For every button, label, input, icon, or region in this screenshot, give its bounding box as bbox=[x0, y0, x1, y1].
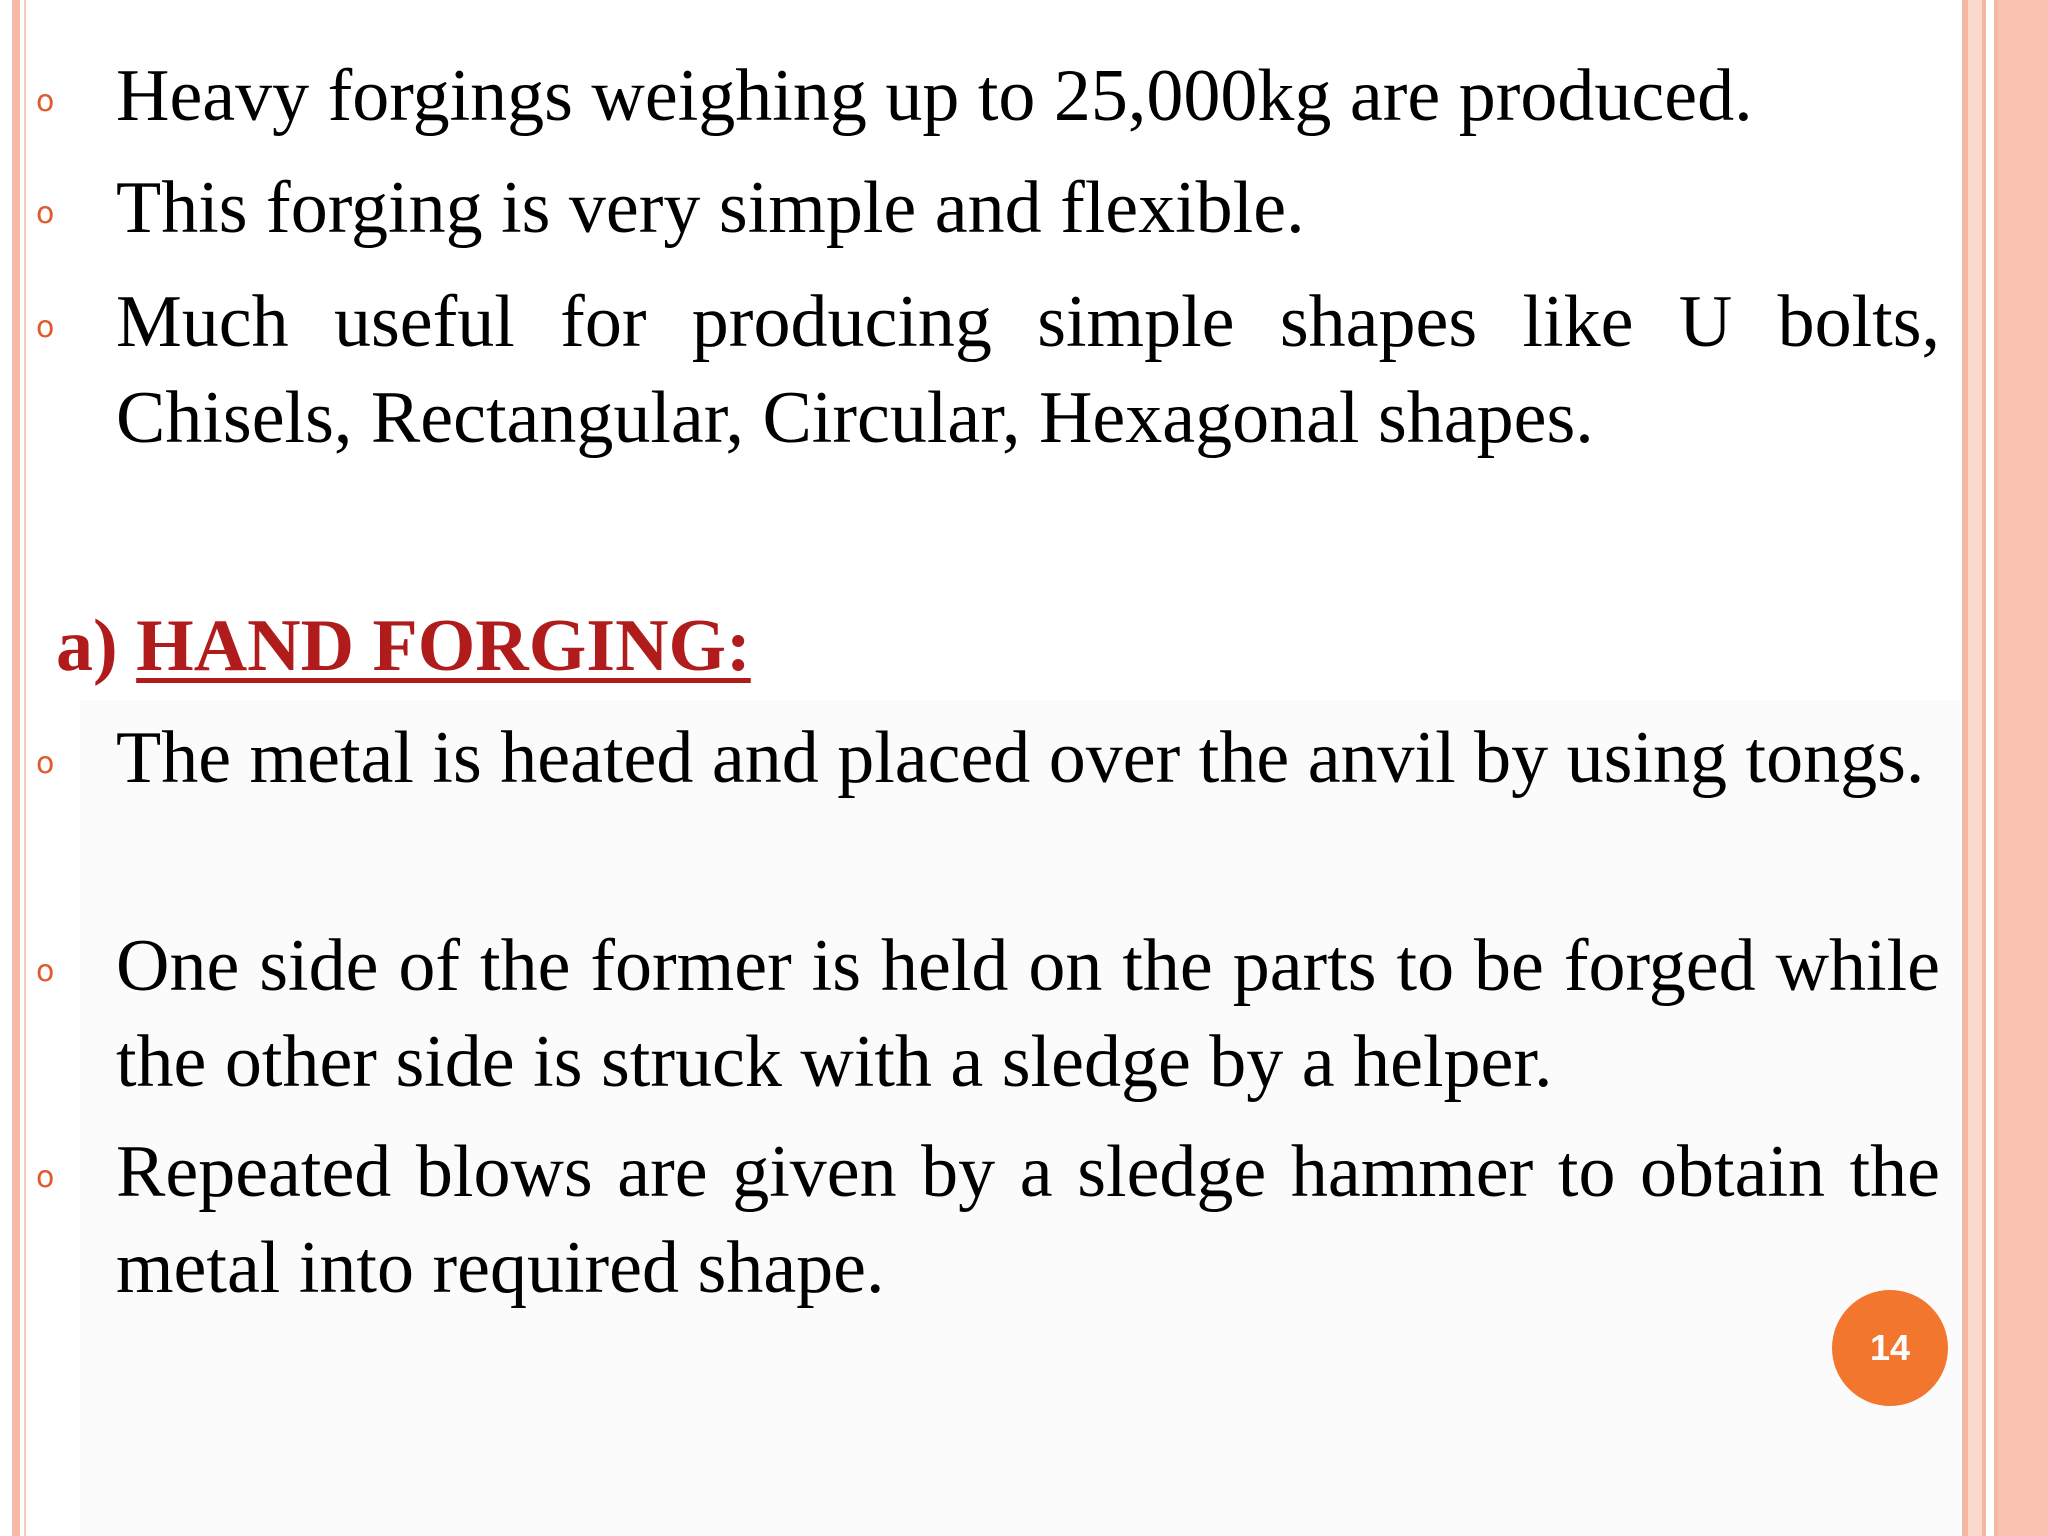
page-number-badge: 14 bbox=[1832, 1290, 1948, 1406]
bullet-item bbox=[36, 48, 1940, 150]
bullet-text: Repeated blows are given by a sledge hammer to obtain the metal into required shape. bbox=[116, 1131, 1940, 1309]
bullet-item bbox=[36, 274, 1940, 466]
section-heading bbox=[56, 598, 751, 694]
right-border-stripe bbox=[1986, 0, 1994, 1536]
bullet-text: Heavy forgings weighing up to 25,000kg are produced. bbox=[116, 55, 1753, 137]
left-border-thin-rule bbox=[24, 0, 26, 1536]
bullet-text: One side of the former is held on the parts to be forged while the other side is struck with a sledge by a helper. bbox=[116, 925, 1940, 1103]
bullet-marker: o bbox=[36, 84, 55, 119]
bullet-marker: o bbox=[36, 746, 55, 781]
bullet-text: Much useful for producing simple shapes like U bolts, Chisels, Rectangular, Circular, Hexagonal shapes. bbox=[116, 281, 1940, 459]
bullet-item bbox=[36, 918, 1940, 1110]
bullet-text: The metal is heated and placed over the anvil by using tongs. bbox=[116, 717, 1925, 799]
bullet-marker: o bbox=[36, 196, 55, 231]
right-border-stripe bbox=[1998, 0, 2048, 1536]
bullet-marker: o bbox=[36, 310, 55, 345]
bullet-item bbox=[36, 710, 1940, 812]
heading-prefix: a) bbox=[56, 605, 137, 687]
right-border-stripe bbox=[1968, 0, 1982, 1536]
left-border-rule bbox=[12, 0, 20, 1536]
bullet-marker: o bbox=[36, 1160, 55, 1195]
bullet-item bbox=[36, 1124, 1940, 1316]
bullet-text: This forging is very simple and flexible. bbox=[116, 167, 1305, 249]
content-panel bbox=[80, 700, 1960, 1536]
bullet-marker: o bbox=[36, 954, 55, 989]
bullet-item bbox=[36, 160, 1940, 262]
heading-title: HAND FORGING: bbox=[136, 605, 751, 687]
